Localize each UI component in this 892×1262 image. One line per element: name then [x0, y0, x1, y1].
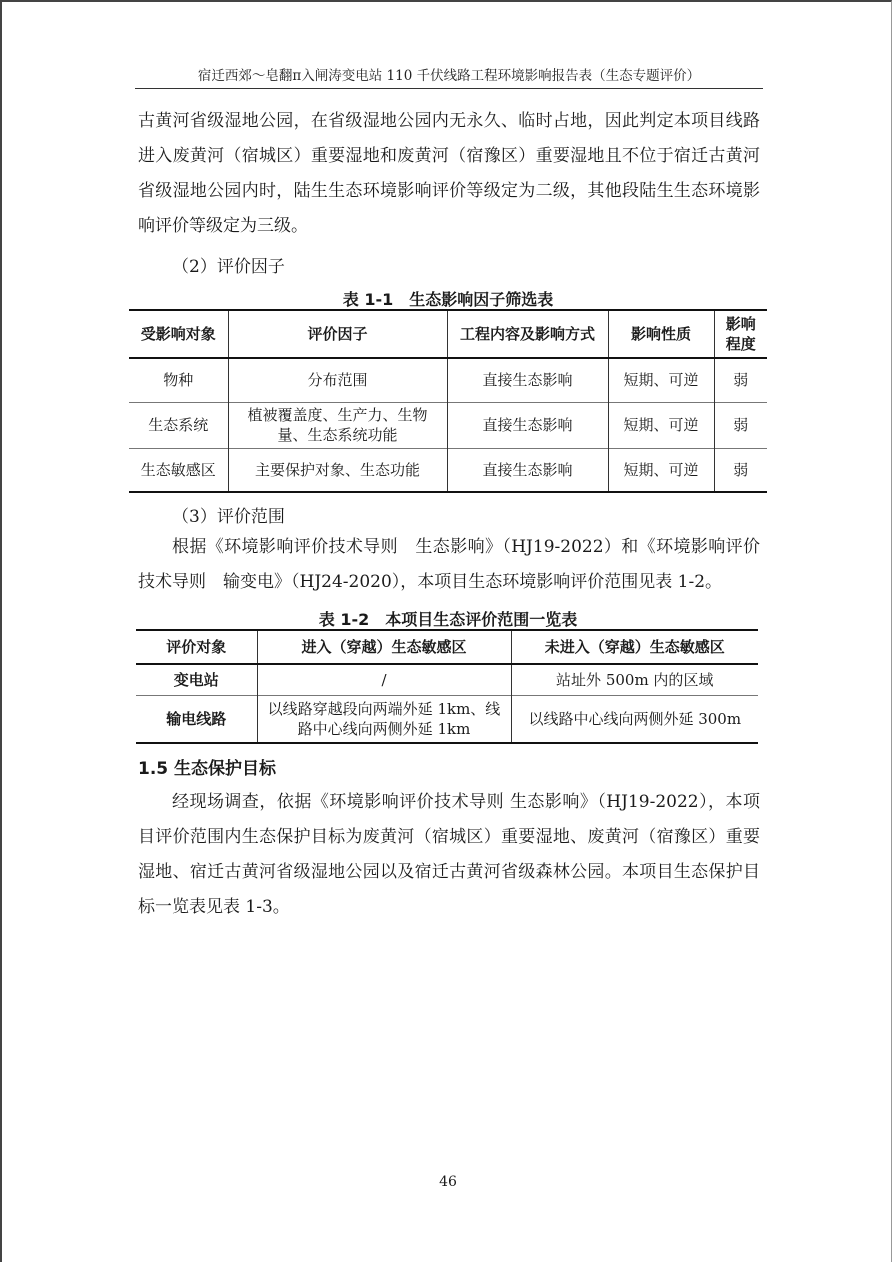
section-title: 1.5 生态保护目标: [138, 759, 277, 779]
table-cell: 植被覆盖度、生产力、生物量、生态系统功能: [228, 402, 447, 448]
table-cell: 直接生态影响: [447, 448, 608, 492]
table-cell: 直接生态影响: [447, 402, 608, 448]
table-row: [129, 448, 767, 492]
column-header: 评价因子: [228, 310, 447, 358]
table-cell: 站址外 500m 内的区域: [511, 664, 758, 695]
table2-caption: 表 1-2 本项目生态评价范围一览表: [318, 610, 578, 629]
column-header: 影响程度: [714, 310, 767, 358]
table-cell: 弱: [714, 358, 767, 402]
table-cell: 以线路穿越段向两端外延 1km、线路中心线向两侧外延 1km: [257, 695, 511, 743]
table-cell: 弱: [714, 402, 767, 448]
table-cell: /: [257, 664, 511, 695]
table-cell: 变电站: [136, 664, 257, 695]
table-cell: 短期、可逆: [608, 402, 714, 448]
intro-paragraph: 古黄河省级湿地公园，在省级湿地公园内无永久、临时占地，因此判定本项目线路进入废黄河（宿城区）重要湿地和废黄河（宿豫区）重要湿地且不位于宿迁古黄河省级湿地公园内时，陆生生态环境影响评价等级定为二级，其他段陆生生态环境影响评价等级定为三级。: [138, 111, 760, 236]
scope-paragraph: 根据《环境影响评价技术导则 生态影响》（HJ19-2022）和《环境影响评价技术导则 输变电》（HJ24-2020），本项目生态环境影响评价范围见表 1-2。: [138, 537, 760, 592]
column-header: 评价对象: [136, 630, 257, 664]
table-row: [136, 664, 758, 695]
table-cell: 主要保护对象、生态功能: [228, 448, 447, 492]
table-cell: 分布范围: [228, 358, 447, 402]
column-header: 工程内容及影响方式: [447, 310, 608, 358]
table-cell: 生态敏感区: [129, 448, 228, 492]
table-cell: 短期、可逆: [608, 448, 714, 492]
table-cell: 短期、可逆: [608, 358, 714, 402]
ecological-factor-table: [129, 309, 767, 493]
table-cell: 生态系统: [129, 402, 228, 448]
table1-caption: 表 1-1 生态影响因子筛选表: [342, 290, 554, 309]
protection-targets-paragraph: 经现场调查，依据《环境影响评价技术导则 生态影响》（HJ19-2022），本项目评价范围内生态保护目标为废黄河（宿城区）重要湿地、废黄河（宿豫区）重要湿地、宿迁古黄河省级湿地公园以及宿迁古黄河省级森林公园。本项目生态保护目标一览表见表 1-3。: [138, 792, 760, 917]
subsection-evaluation-factors: （2）评价因子: [172, 257, 285, 277]
table-header-row: [129, 310, 767, 358]
table-cell: 输电线路: [136, 695, 257, 743]
column-header: 影响性质: [608, 310, 714, 358]
table-cell: 弱: [714, 448, 767, 492]
column-header: 受影响对象: [129, 310, 228, 358]
column-header: 未进入（穿越）生态敏感区: [511, 630, 758, 664]
table-cell: 直接生态影响: [447, 358, 608, 402]
column-header: 进入（穿越）生态敏感区: [257, 630, 511, 664]
table-row: [136, 695, 758, 743]
page-header: 宿迁西郊～皂翻π入闸涛变电站 110 千伏线路工程环境影响报告表（生态专题评价）: [135, 64, 763, 89]
table-cell: 以线路中心线向两侧外延 300m: [511, 695, 758, 743]
table-row: [129, 402, 767, 448]
table-header-row: [136, 630, 758, 664]
subsection-evaluation-scope: （3）评价范围: [172, 507, 285, 527]
evaluation-scope-table: [136, 629, 758, 744]
page-number: 46: [439, 1174, 457, 1190]
table-cell: 物种: [129, 358, 228, 402]
table-row: [129, 358, 767, 402]
